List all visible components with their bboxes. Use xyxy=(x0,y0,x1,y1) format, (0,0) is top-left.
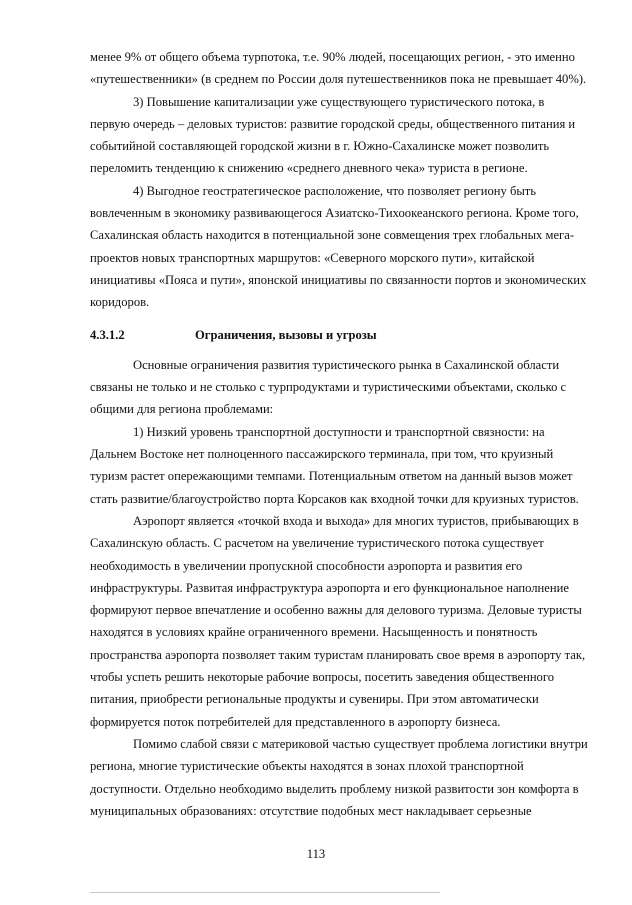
document-page xyxy=(90,46,598,822)
paragraph-constraint-1: 1) Низкий уровень транспортной доступности и транспортной связности: на Дальнем Востоке нет полноценного пассажирского терминала, при том, что круизный туризм растет опережающими темпами. Потенциальным ответом на данный вызов может стать развитие/благоустройство порта Корсаков как входной точки для круизных туристов. xyxy=(90,424,579,506)
paragraph-constraints-intro: Основные ограничения развития туристического рынка в Сахалинской области связаны не только и не столько с турпродуктами и туристическими объектами, сколько с общими для региона проблемами: xyxy=(90,357,567,417)
paragraph-airport: Аэропорт является «точкой входа и выхода» для многих туристов, прибывающих в Сахалинскую область. С расчетом на увеличение туристического потока существует необходимость в увеличении пропускной способности аэропорта и развития его инфраструктуры. Развитая инфраструктура аэропорта и его функциональное наполнение формируют первое впечатление и особенно важны для делового туризма. Деловые туристы находятся в условиях крайне ограниченного времени. Насыщенность и понятность пространства аэропорта позволяет таким туристам планировать свое время в аэропорту так, чтобы успеть решить некоторые рабочие вопросы, посетить заведения общественного питания, приобрести региональные продукты и сувениры. При этом автоматически формируется поток потребителей для представленного в аэропорту бизнеса. xyxy=(90,513,586,729)
paragraph-item-4: 4) Выгодное геостратегическое расположение, что позволяет региону быть вовлеченным в экономику развивающегося Азиатско-Тихоокеанского региона. Кроме того, Сахалинская область находится в потенциальной зоне совмещения трех глобальных мега- проектов новых транспортных маршрутов: «Северного морского пути», китайской инициативы «Пояса и пути», японской инициативы по связанности портов и экономических коридоров. xyxy=(90,183,587,310)
section-number: 4.3.1.2 xyxy=(90,327,125,342)
scan-edge-line xyxy=(90,892,440,893)
page-number: 113 xyxy=(306,847,326,861)
section-heading xyxy=(90,324,598,346)
section-title: Ограничения, вызовы и угрозы xyxy=(195,327,377,342)
paragraph-logistics: Помимо слабой связи с материковой частью существует проблема логистики внутри региона, многие туристические объекты находятся в зонах плохой транспортной доступности. Отдельно необходимо выделить проблему низкой развитости зон комфорта в муниципальных образованиях: отсутствие подобных мест накладывает серьезные xyxy=(90,736,588,818)
paragraph-item-3: 3) Повышение капитализации уже существующего туристического потока, в первую очередь – деловых туристов: развитие городской среды, общественного питания и событийной составляющей городской жизни в г. Южно-Сахалинске может позволить переломить тенденцию к снижению «среднего дневного чека» туриста в регионе. xyxy=(90,94,576,176)
paragraph-turpotok: менее 9% от общего объема турпотока, т.е. 90% людей, посещающих регион, - это именно «путешественники» (в среднем по России доля путешественников пока не превышает 40%). xyxy=(90,50,587,87)
